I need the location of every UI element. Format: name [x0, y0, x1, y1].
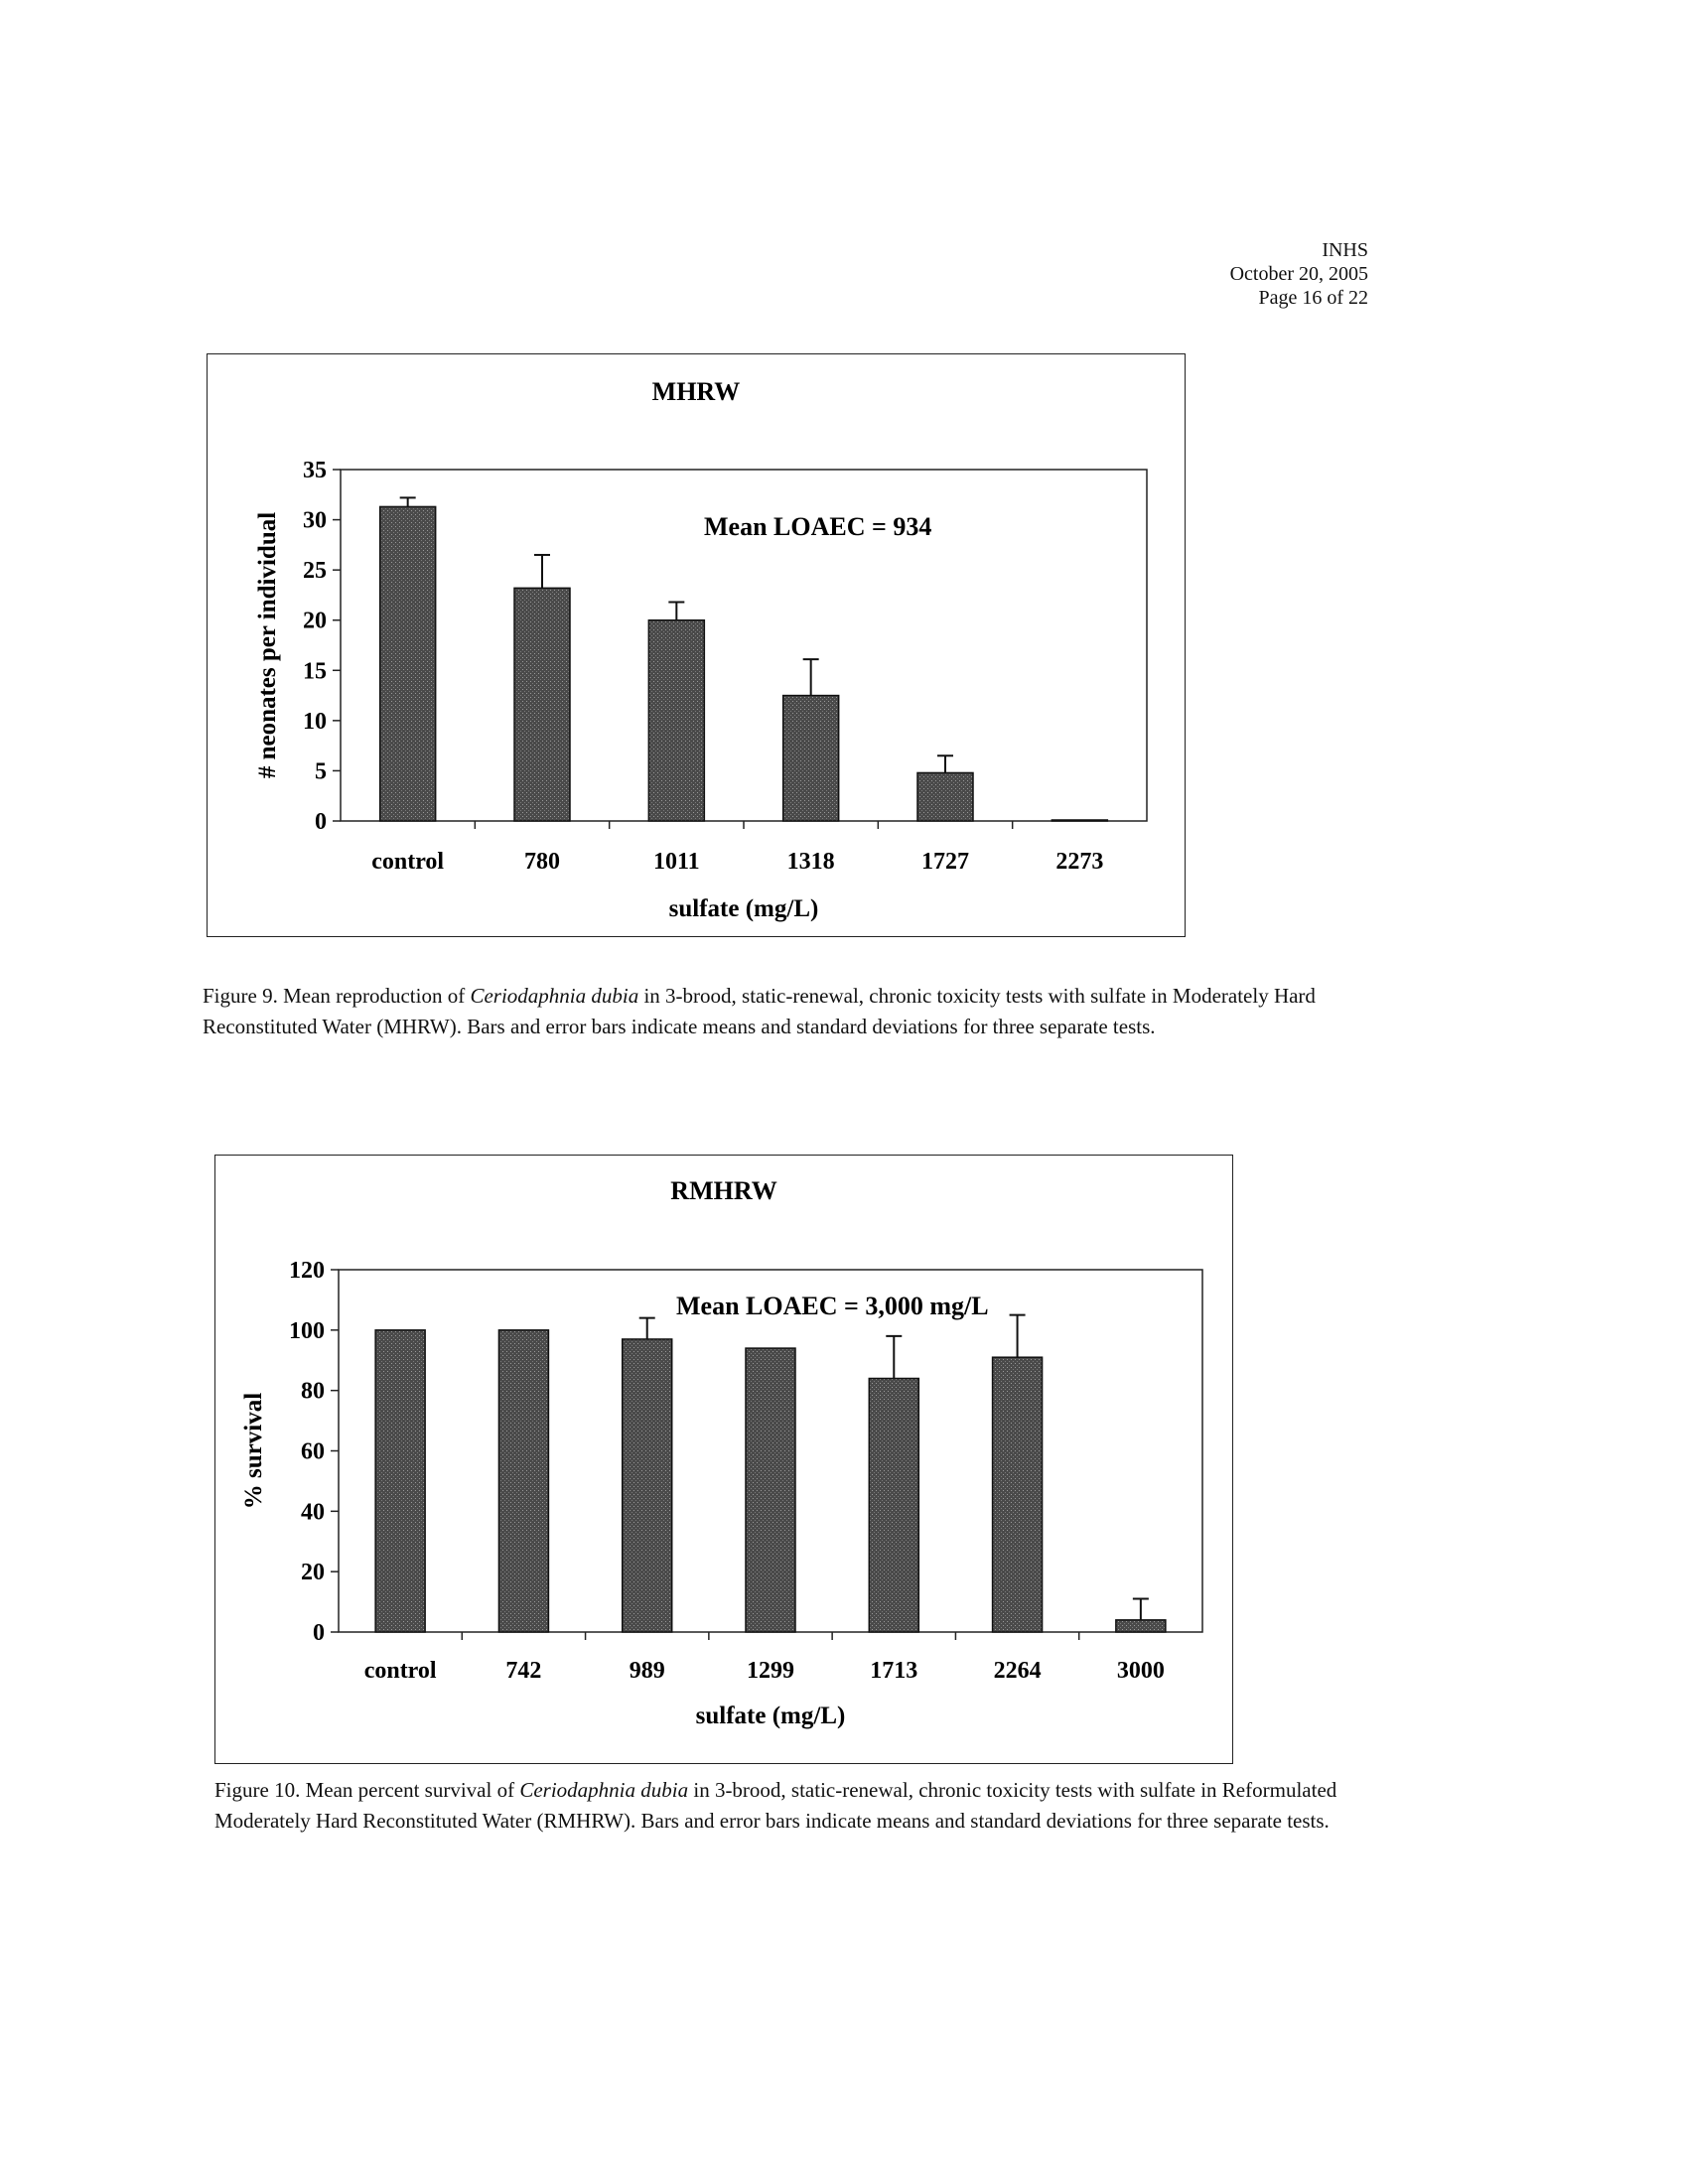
- rmhrw-bar-control: [375, 1330, 425, 1632]
- mhrw-y-tick-label: 15: [303, 658, 327, 685]
- mhrw-y-tick-label: 20: [303, 608, 327, 634]
- mhrw-loaec-annotation: Mean LOAEC = 934: [704, 512, 932, 541]
- rmhrw-bar-989: [623, 1339, 672, 1632]
- page-header: [1230, 238, 1368, 310]
- rmhrw-x-tick-label-989: 989: [629, 1658, 665, 1684]
- figure-9-chart-frame: [207, 353, 1186, 937]
- rmhrw-x-tick-label-2264: 2264: [993, 1658, 1042, 1684]
- rmhrw-x-tick-label-742: 742: [505, 1658, 542, 1684]
- figure-10-chart-frame: [214, 1155, 1233, 1764]
- rmhrw-bar-3000: [1116, 1620, 1166, 1632]
- mhrw-y-tick-label: 10: [303, 708, 327, 735]
- rmhrw-chart-title: RMHRW: [670, 1176, 777, 1205]
- mhrw-x-tick-label-2273: 2273: [1055, 849, 1104, 875]
- mhrw-bar-780: [514, 588, 570, 821]
- mhrw-y-tick-label: 5: [315, 758, 327, 785]
- figure-9-caption-species: Ceriodaphnia dubia: [470, 984, 639, 1008]
- mhrw-y-axis-title: # neonates per individual: [254, 511, 281, 779]
- rmhrw-x-tick-label-1713: 1713: [870, 1658, 918, 1684]
- rmhrw-bar-1713: [869, 1379, 918, 1633]
- rmhrw-x-tick-label-3000: 3000: [1116, 1658, 1165, 1684]
- rmhrw-y-tick-label: 60: [301, 1438, 325, 1465]
- header-org: INHS: [1322, 239, 1368, 261]
- rmhrw-y-tick-label: 20: [301, 1560, 325, 1586]
- figure-9-caption-suffix: in 3-brood, static-renewal, chronic toxicity tests with sulfate in Moderately Hard Reconstituted Water (MHRW). Bars and error bars indicate means and standard deviations for three separate tests.: [203, 984, 1316, 1038]
- mhrw-x-axis-title: sulfate (mg/L): [668, 895, 819, 922]
- figure-10-caption-species: Ceriodaphnia dubia: [519, 1778, 689, 1802]
- mhrw-x-tick-label-1318: 1318: [786, 849, 835, 875]
- rmhrw-loaec-annotation: Mean LOAEC = 3,000 mg/L: [676, 1292, 989, 1320]
- figure-9-caption-prefix: Figure 9. Mean reproduction of: [203, 984, 471, 1008]
- mhrw-x-tick-label-1727: 1727: [921, 849, 969, 875]
- rmhrw-y-tick-label: 40: [301, 1499, 325, 1526]
- header-page-number: Page 16 of 22: [1258, 287, 1368, 309]
- rmhrw-x-axis-title: sulfate (mg/L): [695, 1703, 846, 1729]
- rmhrw-bar-742: [498, 1330, 548, 1632]
- chart-rmhrw: [215, 1156, 1232, 1763]
- mhrw-bar-1727: [917, 772, 973, 821]
- figure-9-caption: [203, 981, 1374, 1042]
- rmhrw-bar-1299: [746, 1348, 795, 1632]
- mhrw-y-tick-label: 0: [315, 809, 327, 835]
- figure-10-caption-prefix: Figure 10. Mean percent survival of: [214, 1778, 520, 1802]
- figure-10-caption-suffix: in 3-brood, static-renewal, chronic toxicity tests with sulfate in Reformulated Moderately Hard Reconstituted Water (RMHRW). Bars and error bars indicate means and standard deviations for three separate tests.: [214, 1778, 1337, 1833]
- rmhrw-y-axis-title: % survival: [240, 1392, 267, 1510]
- chart-mhrw: [208, 354, 1185, 936]
- rmhrw-bar-2264: [993, 1357, 1043, 1632]
- mhrw-chart-title: MHRW: [651, 377, 741, 406]
- header-date: October 20, 2005: [1229, 263, 1368, 285]
- mhrw-x-tick-label-control: control: [371, 849, 445, 875]
- mhrw-y-tick-label: 30: [303, 507, 327, 534]
- mhrw-y-tick-label: 25: [303, 558, 327, 585]
- rmhrw-y-tick-label: 100: [289, 1317, 325, 1344]
- mhrw-bar-1318: [783, 696, 839, 821]
- mhrw-bar-1011: [648, 620, 704, 821]
- rmhrw-y-tick-label: 80: [301, 1378, 325, 1405]
- rmhrw-x-tick-label-1299: 1299: [747, 1658, 794, 1684]
- mhrw-x-tick-label-1011: 1011: [652, 849, 700, 875]
- mhrw-y-tick-label: 35: [303, 458, 327, 483]
- mhrw-bar-control: [380, 506, 436, 821]
- figure-10-caption: [214, 1775, 1396, 1837]
- rmhrw-y-tick-label: 0: [313, 1620, 325, 1646]
- rmhrw-y-tick-label: 120: [289, 1258, 325, 1284]
- mhrw-bar-2273: [1052, 820, 1107, 821]
- mhrw-x-tick-label-780: 780: [524, 849, 560, 875]
- rmhrw-x-tick-label-control: control: [363, 1658, 437, 1684]
